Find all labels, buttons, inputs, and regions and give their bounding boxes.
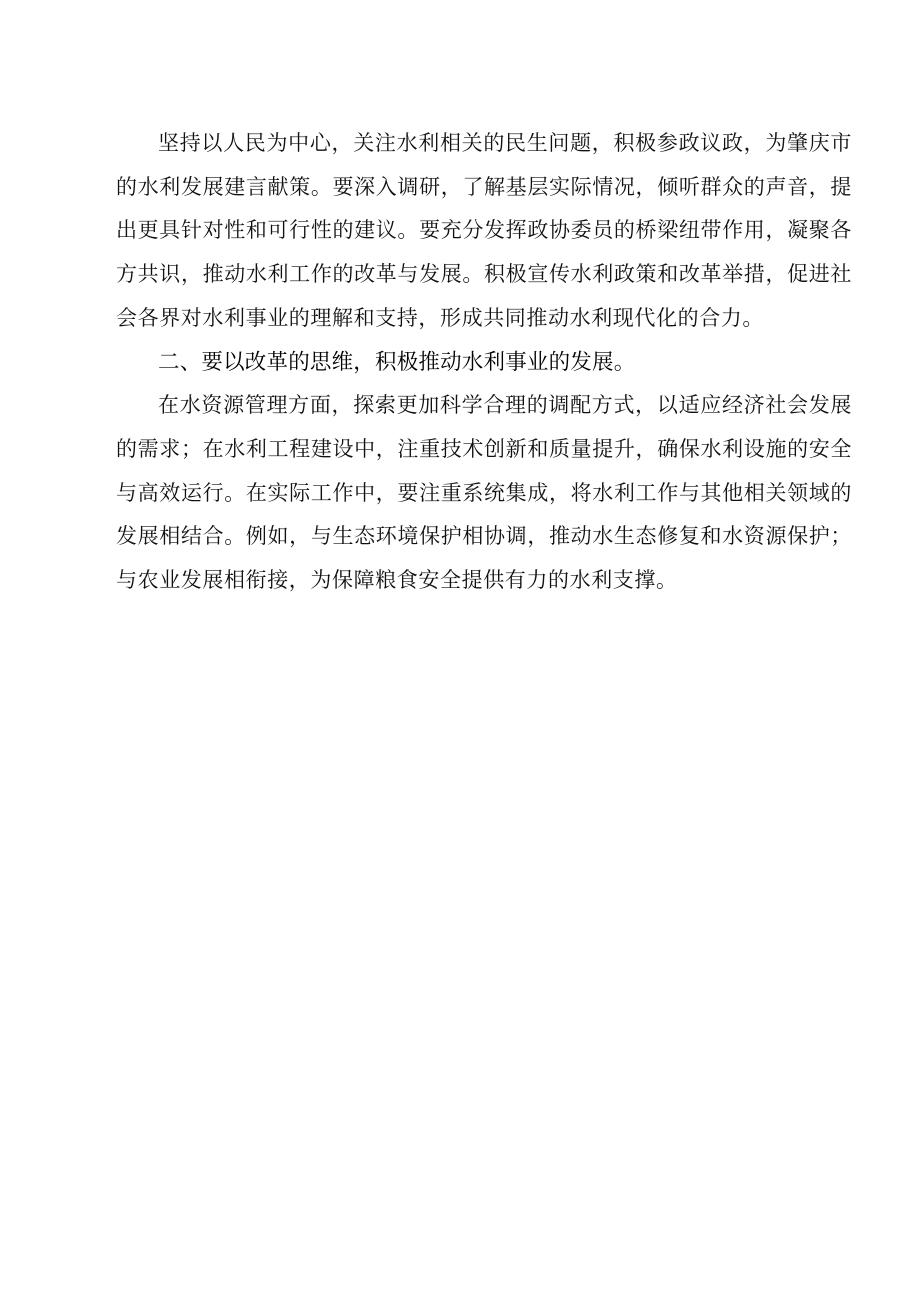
body-paragraph-2: 在水资源管理方面，探索更加科学合理的调配方式，以适应经济社会发展的需求；在水利工程建设中，注重技术创新和质量提升，确保水利设施的安全与高效运行。在实际工作中，要注重系统集成，将水利工作与其他相关领域的发展相结合。例如，与生态环境保护相协调，推动水生态修复和水资源保护；与农业发展相衔接，为保障粮食安全提供有力的水利支撑。 [116, 393, 852, 593]
document-body [116, 122, 852, 603]
body-paragraph-1: 坚持以人民为中心，关注水利相关的民生问题，积极参政议政，为肇庆市的水利发展建言献策。要深入调研，了解基层实际情况，倾听群众的声音，提出更具针对性和可行性的建议。要充分发挥政协委员的桥梁纽带作用，凝聚各方共识，推动水利工作的改革与发展。积极宣传水利政策和改革举措，促进社会各界对水利事业的理解和支持，形成共同推动水利现代化的合力。 [116, 131, 852, 330]
section-heading-2: 二、要以改革的思维，积极推动水利事业的发展。 [158, 349, 636, 375]
